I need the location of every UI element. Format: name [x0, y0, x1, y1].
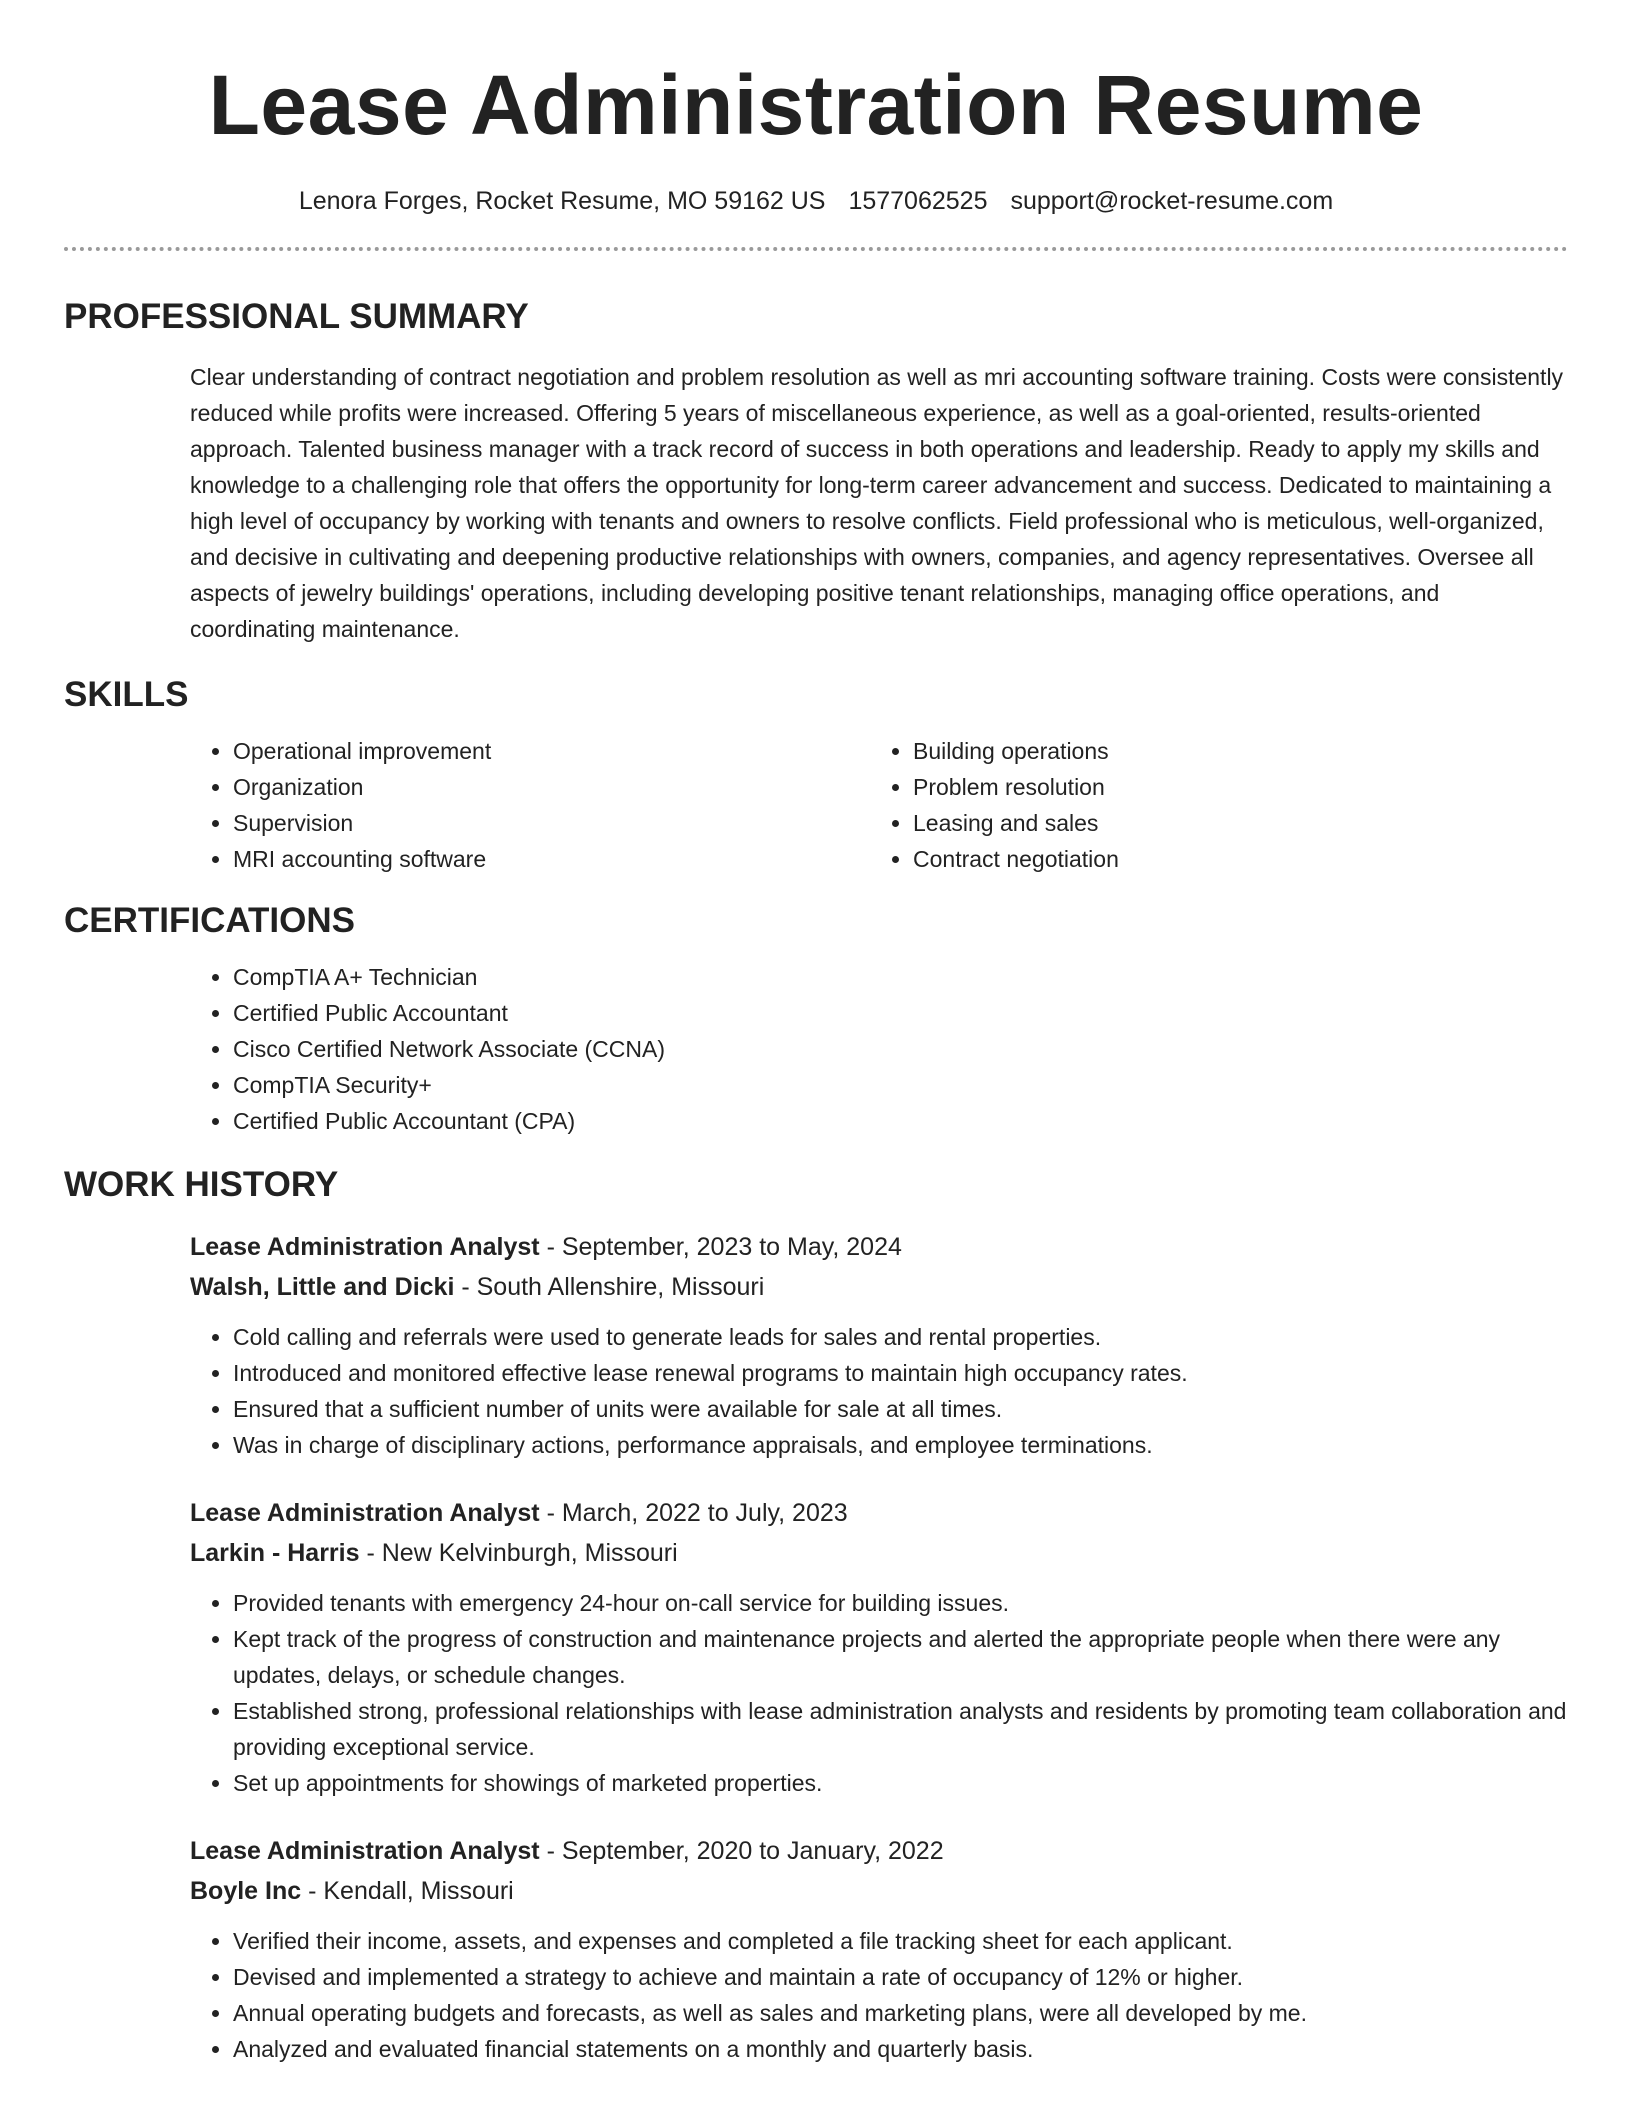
skill-item: • Contract negotiation	[913, 841, 1423, 877]
header-divider	[64, 247, 1568, 251]
skill-item: • Leasing and sales	[913, 805, 1423, 841]
job-title-line	[190, 1831, 1568, 1871]
section-heading-certifications: CERTIFICATIONS	[64, 901, 356, 940]
job-bullets	[190, 1585, 1568, 1801]
skills-list-left	[64, 733, 743, 877]
job-entry	[190, 1227, 1568, 1463]
job-location: - Kendall, Missouri	[301, 1877, 514, 1905]
professional-summary-section	[64, 295, 1568, 647]
contact-email: support@rocket-resume.com	[1010, 187, 1334, 215]
job-dates: - September, 2023 to May, 2024	[539, 1233, 902, 1261]
certification-item: • Certified Public Accountant (CPA)	[233, 1103, 1568, 1139]
job-company: Walsh, Little and Dicki	[190, 1273, 455, 1301]
certification-item: • CompTIA A+ Technician	[233, 959, 1568, 995]
skills-grid	[64, 733, 1568, 877]
skill-item: • Operational improvement	[233, 733, 743, 769]
job-bullet: • Kept track of the progress of construction and maintenance projects and alerted the appropriate people when there were any updates, delays, or schedule changes.	[233, 1621, 1568, 1693]
job-dates: - March, 2022 to July, 2023	[539, 1499, 848, 1527]
job-bullet: • Ensured that a sufficient number of units were available for sale at all times.	[233, 1391, 1568, 1427]
section-heading-skills: SKILLS	[64, 675, 189, 714]
skill-item: • MRI accounting software	[233, 841, 743, 877]
job-bullet: • Devised and implemented a strategy to achieve and maintain a rate of occupancy of 12% or higher.	[233, 1959, 1568, 1995]
summary-paragraph: Clear understanding of contract negotiation and problem resolution as well as mri accounting software training. Costs were consistently reduced while profits were increased. Offering 5 years of miscellaneous experience, as well as a goal-oriented, results-oriented approach. Talented business manager with a track record of success in both operations and leadership. Ready to apply my skills and knowledge to a challenging role that offers the opportunity for long-term career advancement and success. Dedicated to maintaining a high level of occupancy by working with tenants and owners to resolve conflicts. Field professional who is meticulous, well-organized, and decisive in cultivating and deepening productive relationships with owners, companies, and agency representatives. Oversee all aspects of jewelry buildings' operations, including developing positive tenant relationships, managing office operations, and coordinating maintenance.	[190, 364, 1564, 642]
certification-item: • Cisco Certified Network Associate (CCNA)	[233, 1031, 1568, 1067]
job-company: Boyle Inc	[190, 1877, 302, 1905]
job-bullet: • Analyzed and evaluated financial statements on a monthly and quarterly basis.	[233, 2031, 1568, 2067]
job-title: Lease Administration Analyst	[190, 1499, 540, 1527]
contact-phone: 1577062525	[848, 187, 988, 215]
job-title-line	[190, 1227, 1568, 1267]
job-location: - South Allenshire, Missouri	[454, 1273, 765, 1301]
job-bullets	[190, 1319, 1568, 1463]
job-company-line	[190, 1533, 1568, 1573]
skills-section	[64, 673, 1568, 877]
contact-line	[64, 184, 1568, 218]
job-bullet: • Cold calling and referrals were used to generate leads for sales and rental properties.	[233, 1319, 1568, 1355]
job-title: Lease Administration Analyst	[190, 1837, 540, 1865]
job-title: Lease Administration Analyst	[190, 1233, 540, 1261]
section-heading-summary: PROFESSIONAL SUMMARY	[64, 297, 529, 336]
job-location: - New Kelvinburgh, Missouri	[359, 1539, 678, 1567]
job-bullets	[190, 1923, 1568, 2067]
job-bullet: • Set up appointments for showings of marketed properties.	[233, 1765, 1568, 1801]
contact-address: Lenora Forges, Rocket Resume, MO 59162 US	[298, 187, 826, 215]
job-company-line	[190, 1267, 1568, 1307]
skill-item: • Supervision	[233, 805, 743, 841]
skill-item: • Building operations	[913, 733, 1423, 769]
job-bullet: • Established strong, professional relationships with lease administration analysts and residents by promoting team collaboration and providing exceptional service.	[233, 1693, 1568, 1765]
certification-item: • CompTIA Security+	[233, 1067, 1568, 1103]
certifications-list	[64, 959, 1568, 1139]
skill-item: • Organization	[233, 769, 743, 805]
job-bullet: • Annual operating budgets and forecasts, as well as sales and marketing plans, were all developed by me.	[233, 1995, 1568, 2031]
job-entry	[190, 1493, 1568, 1801]
certifications-section	[64, 899, 1568, 1139]
job-bullet: • Verified their income, assets, and expenses and completed a file tracking sheet for each applicant.	[233, 1923, 1568, 1959]
job-bullet: • Was in charge of disciplinary actions, performance appraisals, and employee terminations.	[233, 1427, 1568, 1463]
job-entry	[190, 1831, 1568, 2067]
job-company-line	[190, 1871, 1568, 1911]
job-bullet: • Provided tenants with emergency 24-hour on-call service for building issues.	[233, 1585, 1568, 1621]
page-title: Lease Administration Resume	[208, 58, 1424, 152]
job-title-line	[190, 1493, 1568, 1533]
job-bullet: • Introduced and monitored effective lease renewal programs to maintain high occupancy rates.	[233, 1355, 1568, 1391]
certification-item: • Certified Public Accountant	[233, 995, 1568, 1031]
skills-list-right	[743, 733, 1423, 877]
work-history-section	[64, 1163, 1568, 2067]
job-dates: - September, 2020 to January, 2022	[539, 1837, 944, 1865]
job-company: Larkin - Harris	[190, 1539, 360, 1567]
skill-item: • Problem resolution	[913, 769, 1423, 805]
section-heading-work-history: WORK HISTORY	[64, 1165, 339, 1204]
